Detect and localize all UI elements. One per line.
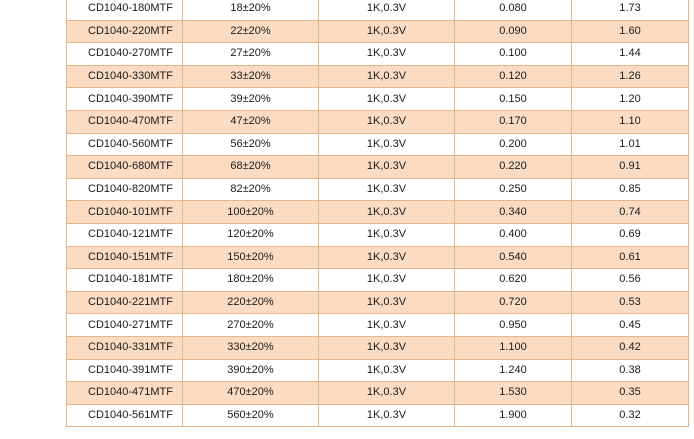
table-row — [67, 223, 689, 246]
part-number-cell: CD1040-180MTF — [67, 0, 183, 20]
dcr-cell: 0.170 — [455, 110, 572, 133]
inductance-cell: 120±20% — [183, 223, 319, 246]
rated-current-cell: 1.10 — [572, 110, 689, 133]
table-row — [67, 404, 689, 427]
table-row — [67, 156, 689, 179]
rated-current-cell: 0.35 — [572, 382, 689, 405]
dcr-cell: 0.080 — [455, 0, 572, 20]
inductance-cell: 180±20% — [183, 269, 319, 292]
inductance-cell: 33±20% — [183, 65, 319, 88]
part-number-cell: CD1040-330MTF — [67, 65, 183, 88]
dcr-cell: 0.200 — [455, 133, 572, 156]
inductance-cell: 39±20% — [183, 88, 319, 111]
part-number-cell: CD1040-271MTF — [67, 314, 183, 337]
test-condition-cell: 1K,0.3V — [319, 133, 455, 156]
inductance-cell: 150±20% — [183, 246, 319, 269]
rated-current-cell: 0.85 — [572, 178, 689, 201]
part-number-cell: CD1040-820MTF — [67, 178, 183, 201]
test-condition-cell: 1K,0.3V — [319, 314, 455, 337]
rated-current-cell: 0.74 — [572, 201, 689, 224]
dcr-cell: 0.340 — [455, 201, 572, 224]
part-number-cell: CD1040-390MTF — [67, 88, 183, 111]
rated-current-cell: 1.44 — [572, 43, 689, 66]
table-row — [67, 246, 689, 269]
rated-current-cell: 1.20 — [572, 88, 689, 111]
table-row — [67, 359, 689, 382]
part-number-cell: CD1040-331MTF — [67, 336, 183, 359]
rated-current-cell: 0.56 — [572, 269, 689, 292]
inductor-spec-table — [66, 0, 689, 427]
test-condition-cell: 1K,0.3V — [319, 178, 455, 201]
table-row — [67, 0, 689, 20]
table-row — [67, 133, 689, 156]
table-row — [67, 201, 689, 224]
rated-current-cell: 1.73 — [572, 0, 689, 20]
dcr-cell: 0.540 — [455, 246, 572, 269]
part-number-cell: CD1040-561MTF — [67, 404, 183, 427]
dcr-cell: 1.100 — [455, 336, 572, 359]
test-condition-cell: 1K,0.3V — [319, 404, 455, 427]
table-row — [67, 20, 689, 43]
part-number-cell: CD1040-181MTF — [67, 269, 183, 292]
inductance-cell: 220±20% — [183, 291, 319, 314]
rated-current-cell: 1.01 — [572, 133, 689, 156]
test-condition-cell: 1K,0.3V — [319, 291, 455, 314]
part-number-cell: CD1040-680MTF — [67, 156, 183, 179]
test-condition-cell: 1K,0.3V — [319, 20, 455, 43]
rated-current-cell: 1.60 — [572, 20, 689, 43]
test-condition-cell: 1K,0.3V — [319, 0, 455, 20]
test-condition-cell: 1K,0.3V — [319, 336, 455, 359]
inductance-cell: 100±20% — [183, 201, 319, 224]
part-number-cell: CD1040-391MTF — [67, 359, 183, 382]
dcr-cell: 0.620 — [455, 269, 572, 292]
dcr-cell: 0.720 — [455, 291, 572, 314]
rated-current-cell: 0.38 — [572, 359, 689, 382]
part-number-cell: CD1040-221MTF — [67, 291, 183, 314]
table-row — [67, 314, 689, 337]
inductance-cell: 82±20% — [183, 178, 319, 201]
part-number-cell: CD1040-151MTF — [67, 246, 183, 269]
test-condition-cell: 1K,0.3V — [319, 65, 455, 88]
rated-current-cell: 0.91 — [572, 156, 689, 179]
table-row — [67, 382, 689, 405]
inductance-cell: 47±20% — [183, 110, 319, 133]
dcr-cell: 0.150 — [455, 88, 572, 111]
inductance-cell: 390±20% — [183, 359, 319, 382]
inductance-cell: 22±20% — [183, 20, 319, 43]
test-condition-cell: 1K,0.3V — [319, 110, 455, 133]
part-number-cell: CD1040-471MTF — [67, 382, 183, 405]
inductance-cell: 330±20% — [183, 336, 319, 359]
table-row — [67, 110, 689, 133]
inductance-cell: 470±20% — [183, 382, 319, 405]
dcr-cell: 1.900 — [455, 404, 572, 427]
dcr-cell: 0.090 — [455, 20, 572, 43]
spec-table-body — [67, 0, 689, 427]
dcr-cell: 0.400 — [455, 223, 572, 246]
rated-current-cell: 0.69 — [572, 223, 689, 246]
rated-current-cell: 0.45 — [572, 314, 689, 337]
inductance-cell: 560±20% — [183, 404, 319, 427]
table-row — [67, 269, 689, 292]
test-condition-cell: 1K,0.3V — [319, 223, 455, 246]
part-number-cell: CD1040-470MTF — [67, 110, 183, 133]
test-condition-cell: 1K,0.3V — [319, 88, 455, 111]
part-number-cell: CD1040-270MTF — [67, 43, 183, 66]
test-condition-cell: 1K,0.3V — [319, 246, 455, 269]
inductance-cell: 56±20% — [183, 133, 319, 156]
part-number-cell: CD1040-220MTF — [67, 20, 183, 43]
inductance-cell: 270±20% — [183, 314, 319, 337]
dcr-cell: 0.250 — [455, 178, 572, 201]
test-condition-cell: 1K,0.3V — [319, 201, 455, 224]
test-condition-cell: 1K,0.3V — [319, 359, 455, 382]
table-row — [67, 336, 689, 359]
dcr-cell: 0.950 — [455, 314, 572, 337]
inductance-cell: 27±20% — [183, 43, 319, 66]
test-condition-cell: 1K,0.3V — [319, 269, 455, 292]
part-number-cell: CD1040-101MTF — [67, 201, 183, 224]
rated-current-cell: 0.61 — [572, 246, 689, 269]
dcr-cell: 0.220 — [455, 156, 572, 179]
inductance-cell: 18±20% — [183, 0, 319, 20]
test-condition-cell: 1K,0.3V — [319, 382, 455, 405]
table-row — [67, 178, 689, 201]
dcr-cell: 0.100 — [455, 43, 572, 66]
table-row — [67, 88, 689, 111]
test-condition-cell: 1K,0.3V — [319, 156, 455, 179]
inductance-cell: 68±20% — [183, 156, 319, 179]
rated-current-cell: 0.32 — [572, 404, 689, 427]
part-number-cell: CD1040-121MTF — [67, 223, 183, 246]
table-row — [67, 65, 689, 88]
table-row — [67, 291, 689, 314]
part-number-cell: CD1040-560MTF — [67, 133, 183, 156]
rated-current-cell: 1.26 — [572, 65, 689, 88]
rated-current-cell: 0.42 — [572, 336, 689, 359]
test-condition-cell: 1K,0.3V — [319, 43, 455, 66]
dcr-cell: 1.530 — [455, 382, 572, 405]
dcr-cell: 0.120 — [455, 65, 572, 88]
table-row — [67, 43, 689, 66]
rated-current-cell: 0.53 — [572, 291, 689, 314]
dcr-cell: 1.240 — [455, 359, 572, 382]
